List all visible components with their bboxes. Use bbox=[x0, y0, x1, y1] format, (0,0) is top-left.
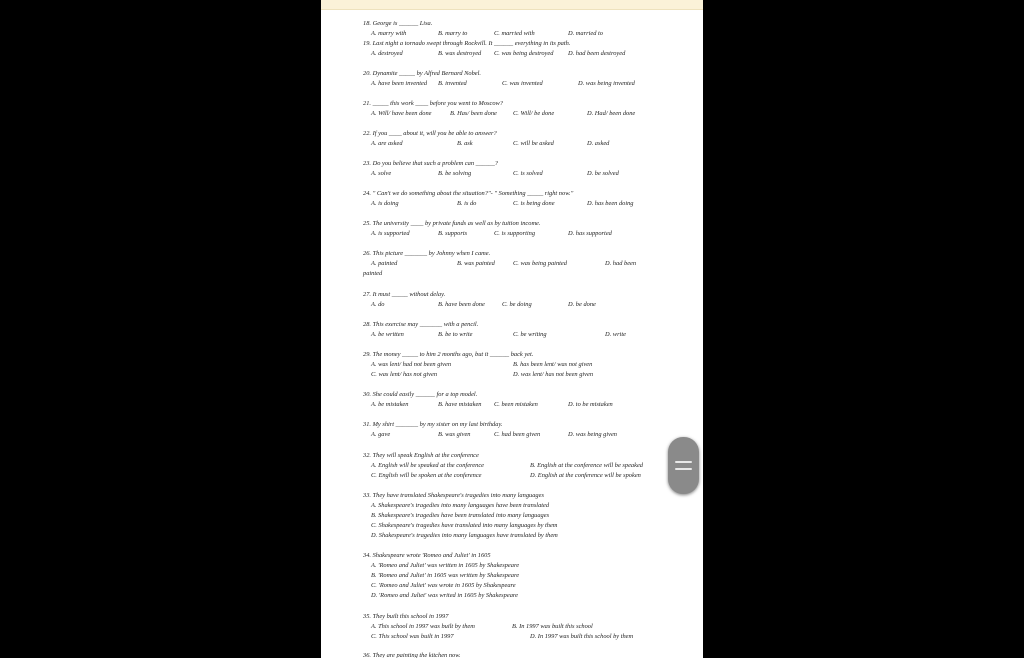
document-page bbox=[321, 0, 703, 658]
question-27-option-c: C. be doing bbox=[502, 301, 532, 308]
q32-stem: 32. They will speak English at the conference bbox=[363, 452, 479, 459]
grip-line-icon bbox=[675, 468, 692, 470]
question-28-option-a: A. be written bbox=[371, 331, 404, 338]
question-23-option-d: D. be solved bbox=[587, 170, 619, 177]
q35-stem: 35. They built this school in 1997 bbox=[363, 613, 449, 620]
question-28-option-d: D. write bbox=[605, 331, 626, 338]
question-29-option-d: D. was lent/ has not been given bbox=[513, 371, 594, 378]
question-19-option-b: B. was destroyed bbox=[438, 50, 482, 57]
q35-option-a: A. This school in 1997 was built by them bbox=[371, 623, 475, 630]
question-20-option-d: D. was being invented bbox=[578, 80, 635, 87]
question-22-option-b: B. ask bbox=[457, 140, 473, 147]
question-30-option-a: A. be mistaken bbox=[371, 401, 409, 408]
q33-stem: 33. They have translated Shakespeare's tragedies into many languages bbox=[363, 492, 544, 499]
question-20-option-b: B. invented bbox=[438, 80, 467, 87]
question-22-stem: 22. If you ____ about it, will you be able to answer? bbox=[363, 130, 497, 137]
q33-option-c: C. Shakespeare's tragedies have translated into many languages by them bbox=[371, 522, 558, 529]
question-30-option-d: D. to be mistaken bbox=[568, 401, 613, 408]
question-24-option-b: B. is do bbox=[457, 200, 477, 207]
question-23-option-c: C. is solved bbox=[513, 170, 543, 177]
question-31-option-d: D. was being given bbox=[568, 431, 617, 438]
question-29-option-b: B. has been lent/ was not given bbox=[513, 361, 593, 368]
question-23-stem: 23. Do you believe that such a problem can ______? bbox=[363, 160, 499, 167]
question-26-option-c: C. was being painted bbox=[513, 260, 567, 267]
question-19-stem: 19. Last night a tornado swept through Rockvill. It ______ everything in its path. bbox=[363, 40, 571, 47]
question-25-option-a: A. is supported bbox=[371, 230, 410, 237]
q35-option-b: B. In 1997 was built this school bbox=[512, 623, 593, 630]
question-31-stem: 31. My shirt _______ by my sister on my last birthday. bbox=[363, 421, 503, 428]
q26-wrap-text: painted bbox=[363, 270, 383, 277]
q33-option-d: D. Shakespeare's tragedies into many languages have translated by them bbox=[371, 532, 558, 539]
question-31-option-c: C. had been given bbox=[494, 431, 541, 438]
q34-option-c: C. 'Romeo and Juliet' was wrote in 1605 by Shakespeare bbox=[371, 582, 516, 589]
q32-option-d: D. English at the conference will be spoken bbox=[530, 472, 641, 479]
question-25-option-b: B. supports bbox=[438, 230, 468, 237]
question-18-option-d: D. married to bbox=[568, 30, 603, 37]
q33-option-a: A. Shakespeare's tragedies into many languages have been translated bbox=[371, 502, 550, 509]
question-21-option-a: A. Will/ have been done bbox=[371, 110, 432, 117]
question-19-option-d: D. had been destroyed bbox=[568, 50, 626, 57]
question-24-option-c: C. is being done bbox=[513, 200, 555, 207]
question-20-stem: 20. Dynamite _____ by Alfred Bernard Nobel. bbox=[363, 70, 481, 77]
question-20-option-c: C. was invented bbox=[502, 80, 543, 87]
question-30-stem: 30. She could easily ______ for a top model. bbox=[363, 391, 478, 398]
question-22-option-c: C. will be asked bbox=[513, 140, 554, 147]
question-24-stem: 24. " Can't we do something about the situation?"- " Something _____ right now." bbox=[363, 190, 574, 197]
question-25-stem: 25. The university ____ by private funds as well as by tuition income. bbox=[363, 220, 541, 227]
question-23-option-b: B. be solving bbox=[438, 170, 472, 177]
question-25-option-c: C. is supporting bbox=[494, 230, 536, 237]
q32-option-b: B. English at the conference will be speaked bbox=[530, 462, 643, 469]
question-27-option-d: D. be done bbox=[568, 301, 596, 308]
question-28-option-b: B. be to write bbox=[438, 331, 473, 338]
q34-option-d: D. 'Romeo and Juliet' was writed in 1605 by Shakespeare bbox=[371, 592, 518, 599]
question-28-option-c: C. be writing bbox=[513, 331, 547, 338]
question-18-option-c: C. married with bbox=[494, 30, 535, 37]
question-26-stem: 26. This picture _______ by Johnny when I came. bbox=[363, 250, 491, 257]
q36-stem-partial: 36. They are painting the kitchen now. bbox=[363, 652, 461, 658]
question-27-stem: 27. It must _____ without delay. bbox=[363, 291, 446, 298]
question-31-option-b: B. was given bbox=[438, 431, 471, 438]
question-18-option-a: A. marry with bbox=[371, 30, 407, 37]
q34-option-b: B. 'Romeo and Juliet' in 1605 was written by Shakespeare bbox=[371, 572, 520, 579]
question-29-option-c: C. was lent/ has not given bbox=[371, 371, 438, 378]
question-18-stem: 18. George is ______ Lisa. bbox=[363, 20, 433, 27]
page-top-strip bbox=[321, 0, 703, 10]
question-26-option-a: A. painted bbox=[371, 260, 398, 267]
scroll-handle[interactable] bbox=[668, 437, 699, 494]
question-21-option-b: B. Has/ been done bbox=[450, 110, 497, 117]
question-20-option-a: A. have been invented bbox=[371, 80, 428, 87]
q34-option-a: A. 'Romeo and Juliet' was written in 1605 by Shakespeare bbox=[371, 562, 520, 569]
question-22-option-d: D. asked bbox=[587, 140, 610, 147]
question-26-option-b: B. was painted bbox=[457, 260, 495, 267]
question-21-stem: 21. _____ this work ____ before you went to Moscow? bbox=[363, 100, 503, 107]
question-23-option-a: A. solve bbox=[371, 170, 392, 177]
q33-option-b: B. Shakespeare's tragedies have been translated into many languages bbox=[371, 512, 550, 519]
question-31-option-a: A. gave bbox=[371, 431, 391, 438]
question-25-option-d: D. has supported bbox=[568, 230, 612, 237]
question-24-option-a: A. is doing bbox=[371, 200, 399, 207]
question-30-option-c: C. been mistaken bbox=[494, 401, 538, 408]
grip-line-icon bbox=[675, 461, 692, 463]
question-21-option-d: D. Had/ been done bbox=[587, 110, 636, 117]
question-19-option-c: C. was being destroyed bbox=[494, 50, 554, 57]
question-27-option-b: B. have been done bbox=[438, 301, 485, 308]
q32-option-a: A. English will be speaked at the conference bbox=[371, 462, 484, 469]
question-29-stem: 29. The money _____ to him 2 months ago, but it ______ back yet. bbox=[363, 351, 534, 358]
question-29-option-a: A. was lent/ had not been given bbox=[371, 361, 452, 368]
question-21-option-c: C. Will/ be done bbox=[513, 110, 555, 117]
question-28-stem: 28. This exercise may _______ with a pencil. bbox=[363, 321, 479, 328]
q32-option-c: C. English will be spoken at the conference bbox=[371, 472, 482, 479]
q35-option-d: D. In 1997 was built this school by them bbox=[530, 633, 634, 640]
question-26-option-d: D. had been bbox=[605, 260, 637, 267]
q34-stem: 34. Shakespeare wrote 'Romeo and Juliet' in 1605 bbox=[363, 552, 491, 559]
question-30-option-b: B. have mistaken bbox=[438, 401, 482, 408]
question-27-option-a: A. do bbox=[371, 301, 385, 308]
question-22-option-a: A. are asked bbox=[371, 140, 403, 147]
question-19-option-a: A. destroyed bbox=[371, 50, 403, 57]
q35-option-c: C. This school was built in 1997 bbox=[371, 633, 454, 640]
question-24-option-d: D. has been doing bbox=[587, 200, 634, 207]
question-18-option-b: B. marry to bbox=[438, 30, 468, 37]
